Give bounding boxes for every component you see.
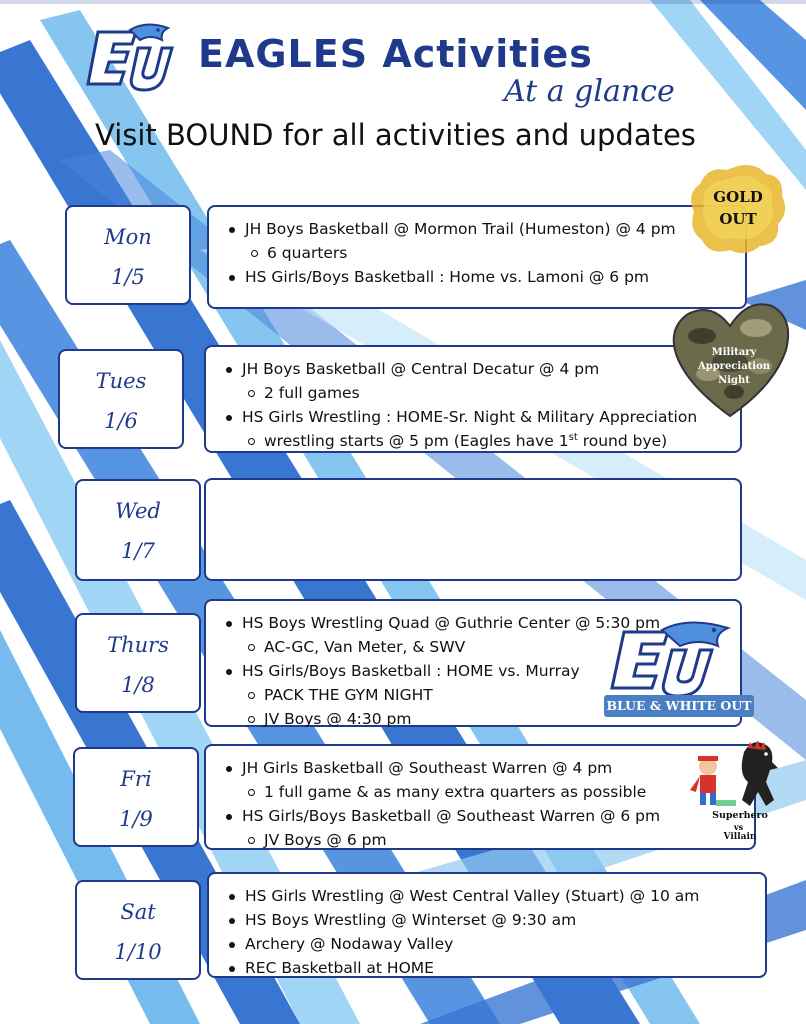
event-subitem: AC-GC, Van Meter, & SWV xyxy=(220,635,730,659)
event-item: HS Girls Wrestling @ West Central Valley (Stuart) @ 10 am xyxy=(223,884,755,908)
day-name: Thurs xyxy=(107,633,169,657)
day-box-wed xyxy=(75,479,201,581)
gold-out-line1: GOLD xyxy=(713,188,763,206)
day-date: 1/8 xyxy=(121,673,155,697)
blue-white-out-label: BLUE & WHITE OUT xyxy=(604,695,754,717)
event-subitem xyxy=(220,429,730,453)
eagles-logo-small xyxy=(602,620,758,698)
gold-out-badge xyxy=(686,160,790,260)
military-appreciation-badge xyxy=(668,292,792,422)
page-title: EAGLES Activities xyxy=(198,32,593,76)
day-name: Tues xyxy=(95,369,147,393)
day-date: 1/9 xyxy=(119,807,153,831)
event-item: JH Girls Basketball @ Southeast Warren @ 4 pm xyxy=(220,756,744,780)
military-line3: Night xyxy=(718,375,750,386)
event-item: HS Girls/Boys Basketball @ Southeast Warren @ 6 pm xyxy=(220,804,744,828)
page-subtitle: At a glance xyxy=(504,74,675,109)
day-name: Mon xyxy=(104,225,152,249)
events-box-wed xyxy=(204,478,742,581)
note-superscript: st xyxy=(568,431,578,443)
event-item: HS Girls Wrestling : HOME-Sr. Night & Military Appreciation xyxy=(220,405,730,429)
day-box-mon xyxy=(65,205,191,305)
note-prefix: wrestling starts @ 5 pm (Eagles have 1 xyxy=(264,432,569,450)
event-subitem: 2 full games xyxy=(220,381,730,405)
blue-white-out-badge xyxy=(602,620,758,718)
event-subitem: JV Boys @ 6 pm xyxy=(220,828,744,852)
villain-label: Villain xyxy=(723,832,757,842)
day-name: Sat xyxy=(120,900,156,924)
event-item: JH Boys Basketball @ Central Decatur @ 4 pm xyxy=(220,357,730,381)
vs-label: vs xyxy=(734,822,744,832)
day-box-tues xyxy=(58,349,184,449)
day-box-thurs xyxy=(75,613,201,713)
event-item: REC Basketball at HOME xyxy=(223,956,755,980)
event-item: HS Girls/Boys Basketball : Home vs. Lamoni @ 6 pm xyxy=(223,265,735,289)
military-line2: Appreciation xyxy=(697,361,771,372)
day-box-sat xyxy=(75,880,201,980)
superhero-villain-icon xyxy=(686,734,780,814)
event-subitem: JV Boys @ 4:30 pm xyxy=(220,707,730,731)
event-item: JH Boys Basketball @ Mormon Trail (Humeston) @ 4 pm xyxy=(223,217,735,241)
event-subitem: PACK THE GYM NIGHT xyxy=(220,683,730,707)
events-box-tues xyxy=(204,345,742,453)
events-box-fri xyxy=(204,744,756,850)
day-name: Wed xyxy=(115,499,161,523)
eagles-logo xyxy=(84,22,174,94)
day-date: 1/7 xyxy=(121,539,155,563)
event-subitem: 6 quarters xyxy=(223,241,735,265)
day-date: 1/6 xyxy=(104,409,138,433)
gold-out-line2: OUT xyxy=(719,210,757,228)
military-line1: Military xyxy=(711,347,757,358)
event-subitem: 1 full game & as many extra quarters as possible xyxy=(220,780,744,804)
day-name: Fri xyxy=(120,767,152,791)
event-item: HS Boys Wrestling Quad @ Guthrie Center @ 5:30 pm xyxy=(220,611,730,635)
day-date: 1/5 xyxy=(111,265,145,289)
note-suffix: round bye) xyxy=(577,432,668,450)
event-item: HS Boys Wrestling @ Winterset @ 9:30 am xyxy=(223,908,755,932)
events-box-mon xyxy=(207,205,747,309)
events-box-sat xyxy=(207,872,767,978)
tagline: Visit BOUND for all activities and updates xyxy=(95,118,696,152)
superhero-vs-villain-badge xyxy=(686,734,780,846)
day-box-fri xyxy=(73,747,199,847)
event-item: Archery @ Nodaway Valley xyxy=(223,932,755,956)
day-date: 1/10 xyxy=(114,940,162,964)
event-item: HS Girls/Boys Basketball : HOME vs. Murray xyxy=(220,659,730,683)
superhero-label: Superhero xyxy=(712,810,768,821)
